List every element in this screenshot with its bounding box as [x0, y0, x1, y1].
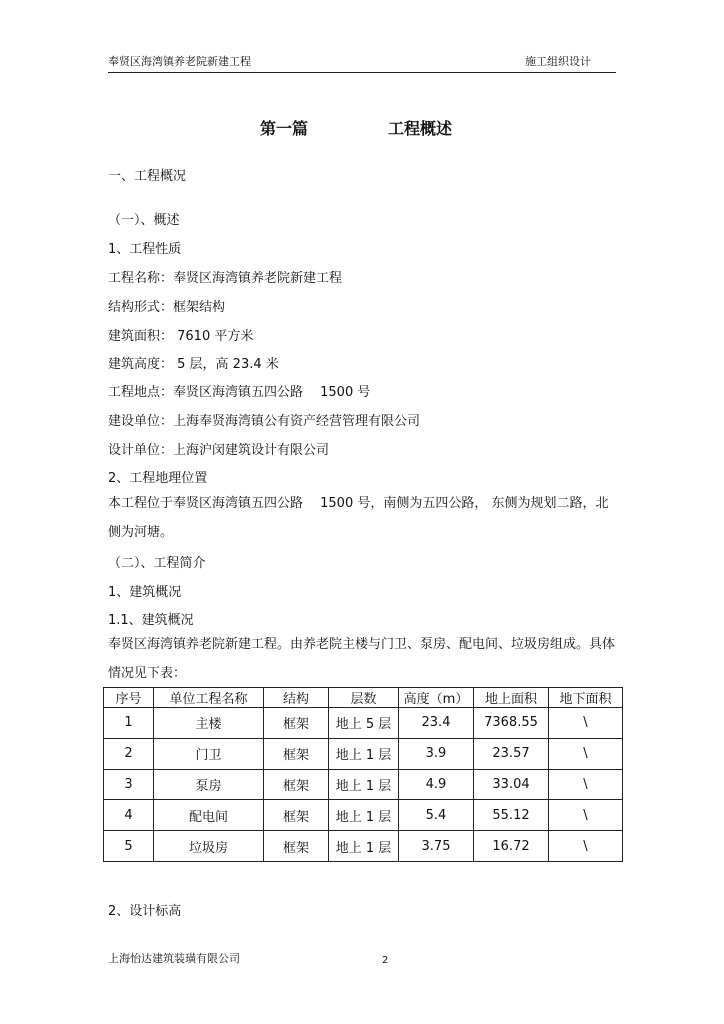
table-cell: 33.04	[474, 769, 549, 800]
item-heading: 1.1、建筑概况	[108, 613, 194, 628]
table-cell: 泵房	[154, 769, 264, 800]
field-area: 建筑面积： 7610 平方米	[108, 329, 254, 344]
header-project: 奉贤区海湾镇养老院新建工程	[108, 55, 251, 68]
field-designer: 设计单位：上海沪闵建筑设计有限公司	[108, 443, 330, 458]
table-cell: 55.12	[474, 800, 549, 831]
title-part: 第一篇	[260, 119, 309, 138]
table-cell: 23.4	[399, 708, 474, 739]
table-cell: \	[549, 769, 623, 800]
item-heading: 2、设计标高	[108, 904, 182, 919]
table-cell: 地上 1 层	[329, 800, 399, 831]
col-header: 地下面积	[549, 688, 623, 708]
field-owner: 建设单位：上海奉贤海湾镇公有资产经营管理有限公司	[108, 414, 421, 429]
field-location: 工程地点：奉贤区海湾镇五四公路 1500 号	[108, 385, 371, 400]
col-header: 序号	[104, 688, 154, 708]
table-cell: \	[549, 831, 623, 862]
col-header: 单位工程名称	[154, 688, 264, 708]
header-doc-type: 施工组织设计	[525, 55, 591, 68]
footer-company: 上海怡达建筑装璜有限公司	[108, 952, 240, 965]
item-heading: 1、建筑概况	[108, 585, 182, 600]
table-cell: 框架	[264, 831, 329, 862]
table-row	[104, 800, 623, 831]
table-row	[104, 831, 623, 862]
table-cell: 2	[104, 738, 154, 769]
col-header: 高度（m）	[399, 688, 474, 708]
table-cell: 3.75	[399, 831, 474, 862]
table-cell: 5.4	[399, 800, 474, 831]
table-cell: 门卫	[154, 738, 264, 769]
building-units-table	[103, 687, 623, 862]
table-cell: 4	[104, 800, 154, 831]
subsection-heading: （一）、概述	[108, 213, 180, 228]
table-cell: 地上 5 层	[329, 708, 399, 739]
table-row	[104, 738, 623, 769]
title-name: 工程概述	[388, 119, 453, 138]
table-cell: \	[549, 708, 623, 739]
page-number: 2	[382, 955, 389, 966]
table-cell: 5	[104, 831, 154, 862]
col-header: 结构	[264, 688, 329, 708]
table-cell: 配电间	[154, 800, 264, 831]
field-project-name: 工程名称：奉贤区海湾镇养老院新建工程	[108, 271, 343, 286]
table-cell: \	[549, 738, 623, 769]
table-cell: \	[549, 800, 623, 831]
table-cell: 框架	[264, 800, 329, 831]
header-rule	[108, 72, 616, 73]
item-heading: 2、工程地理位置	[108, 471, 208, 486]
table-cell: 地上 1 层	[329, 738, 399, 769]
table-cell: 主楼	[154, 708, 264, 739]
table-row	[104, 769, 623, 800]
table-cell: 16.72	[474, 831, 549, 862]
table-row	[104, 708, 623, 739]
col-header: 层数	[329, 688, 399, 708]
table-cell: 3	[104, 769, 154, 800]
table-cell: 垃圾房	[154, 831, 264, 862]
field-structure: 结构形式：框架结构	[108, 300, 226, 315]
overview-paragraph: 奉贤区海湾镇养老院新建工程。由养老院主楼与门卫、泵房、配电间、垃圾房组成。具体情况见下表：	[108, 637, 616, 681]
location-paragraph: 本工程位于奉贤区海湾镇五四公路 1500 号，南侧为五四公路， 东侧为规划二路，北侧为河塘。	[108, 496, 609, 540]
table-cell: 地上 1 层	[329, 769, 399, 800]
table-header-row	[104, 688, 623, 708]
table-cell: 1	[104, 708, 154, 739]
section-heading: 一、工程概况	[108, 169, 187, 184]
table-cell: 7368.55	[474, 708, 549, 739]
item-heading: 1、工程性质	[108, 242, 182, 257]
table-cell: 23.57	[474, 738, 549, 769]
table-cell: 框架	[264, 738, 329, 769]
table-cell: 框架	[264, 708, 329, 739]
table-cell: 框架	[264, 769, 329, 800]
subsection-heading: （二）、工程简介	[108, 556, 206, 571]
field-height: 建筑高度： 5 层，高 23.4 米	[108, 357, 279, 372]
table-cell: 4.9	[399, 769, 474, 800]
table-cell: 地上 1 层	[329, 831, 399, 862]
table-cell: 3.9	[399, 738, 474, 769]
col-header: 地上面积	[474, 688, 549, 708]
